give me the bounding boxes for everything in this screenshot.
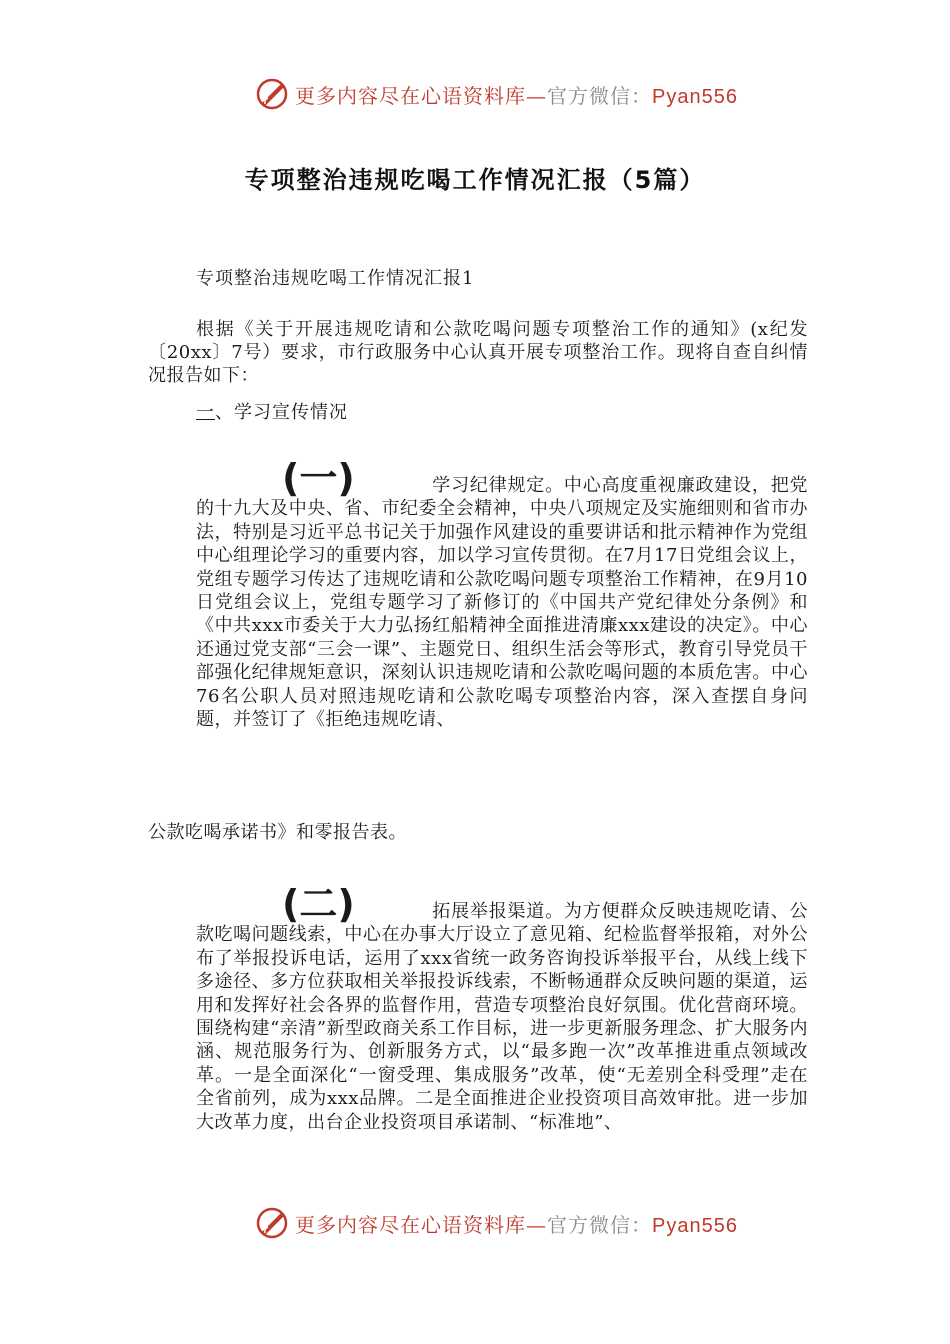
banner-text: 更多内容尽在心语资料库—官方微信：Pyan556 [295,83,738,108]
document-title: 专项整治违规吃喝工作情况汇报（5篇） [244,166,706,194]
section-heading: 一、学习宣传情况 [196,402,348,423]
intro-paragraph: 根据《关于开展违规吃请和公款吃喝问题专项整治工作的通知》(x纪发〔20xx〕7号）要求，市行政服务中心认真开展专项整治工作。现将自查自纠情况报告如下： [148,319,808,386]
item-paragraph-1-tail: 公款吃喝承诺书》和零报告表。 [148,822,407,843]
report-subheading: 专项整治违规吃喝工作情况汇报1 [196,268,475,289]
item-paragraph-2: 拓展举报渠道。为方便群众反映违规吃请、公款吃喝问题线索，中心在办事大厅设立了意见箱、纪检监督举报箱，对外公布了举报投诉电话，运用了xxx省统一政务咨询投诉举报平台，从线上线下多途径、多方位获取相关举报投诉线索，不断畅通群众反映问题的渠道，运用和发挥好社会各界的监督作用，营造专项整治良好氛围。优化营商环境。围绕构建“亲清”新型政商关系工作目标，进一步更新服务理念、扩大服务内涵、规范服务行为、创新服务方式，以“最多跑一次”改革推进重点领域改革。一是全面深化“一窗受理、集成服务”改革，使“无差别全科受理”走在全省前列，成为xxx品牌。二是全面推进企业投资项目高效审批。进一步加大改革力度，出台企业投资项目承诺制、“标准地”、 [196,901,808,1133]
pen-logo-icon [255,77,289,111]
item-marker-1: (一) [282,456,355,500]
header-banner [255,76,775,112]
item-paragraph-1: 学习纪律规定。中心高度重视廉政建设，把党的十九大及中央、省、市纪委全会精神，中央八项规定及实施细则和省市办法，特别是习近平总书记关于加强作风建设的重要讲话和批示精神作为党组中心组理论学习的重要内容，加以学习宣传贯彻。在7月17日党组会议上，党组专题学习传达了违规吃请和公款吃喝问题专项整治工作精神，在9月10日党组会议上，党组专题学习了新修订的《中国共产党纪律处分条例》和《中共xxx市委关于大力弘扬红船精神全面推进清廉xxx建设的决定》。中心还通过党支部“三会一课”、主题党日、组织生活会等形式，教育引导党员干部强化纪律规矩意识，深刻认识违规吃请和公款吃喝问题的本质危害。中心76名公职人员对照违规吃请和公款吃喝专项整治内容，深入查摆自身问题，并签订了《拒绝违规吃请、 [196,475,808,731]
banner-text: 更多内容尽在心语资料库—官方微信：Pyan556 [295,1212,738,1237]
item-marker-2: (二) [282,882,355,926]
footer-banner [255,1205,775,1241]
pen-logo-icon [255,1206,289,1240]
